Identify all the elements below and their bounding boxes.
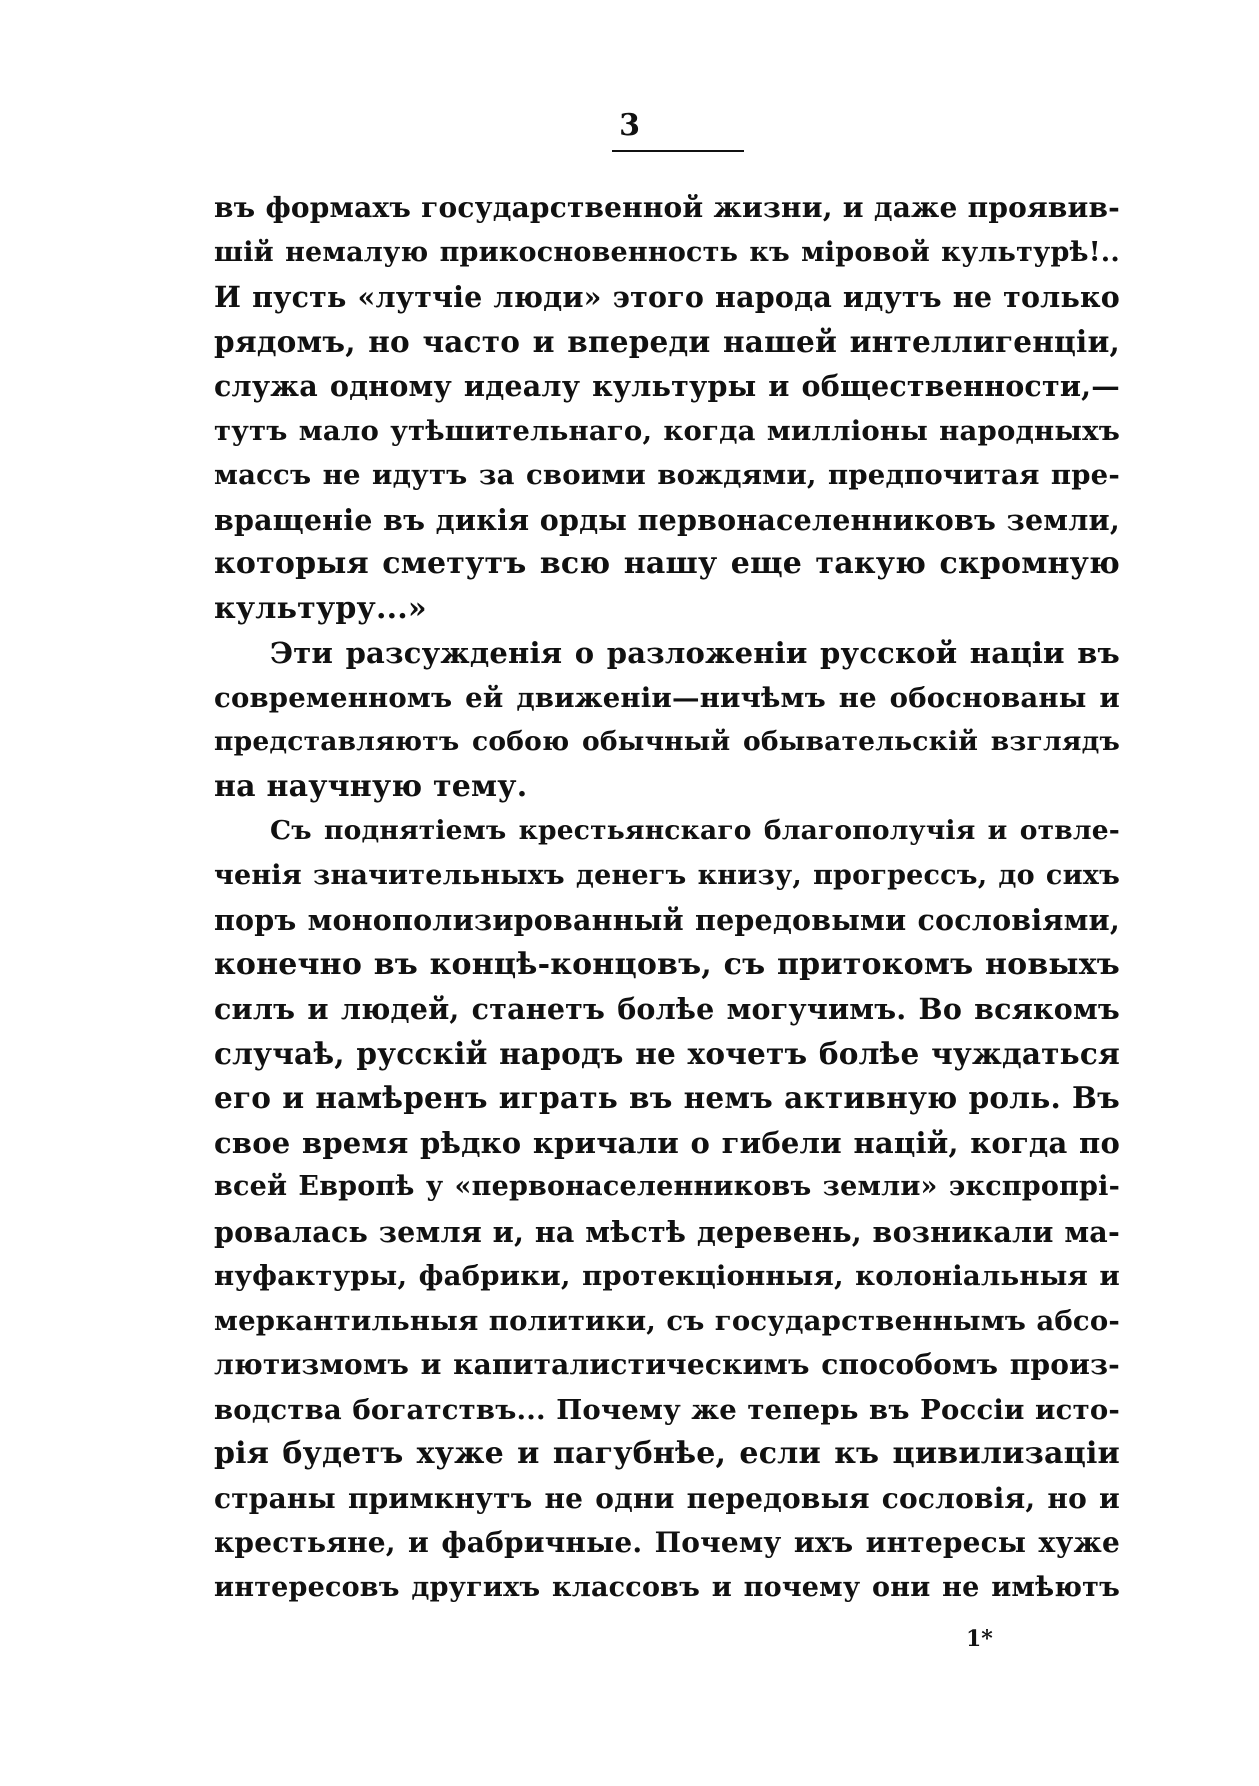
text-line: въ формахъ государственной жизни, и даже проявив- <box>214 191 1120 224</box>
paragraph <box>214 186 1120 631</box>
text-line: тутъ мало утѣшительнаго, когда милліоны народныхъ <box>214 414 1120 447</box>
text-line: современномъ ей движеніи—ничѣмъ не обоснованы и <box>214 681 1120 714</box>
text-line: служа одному идеалу культуры и общественности,— <box>214 369 1120 403</box>
paragraph <box>214 631 1120 809</box>
text-line: И пусть «лутчіе люди» этого народа идутъ не только <box>214 280 1120 314</box>
page-number: 3 <box>619 108 640 143</box>
text-line: ченія значительныхъ денегъ книзу, прогрессъ, до сихъ <box>214 859 1120 891</box>
paragraph <box>214 809 1120 1610</box>
text-line: Эти разсужденія о разложеніи русской націи въ <box>270 636 1120 670</box>
text-line: представляютъ собою обычный обывательскій взглядъ <box>214 726 1120 757</box>
text-line: рядомъ, но часто и впереди нашей интеллигенціи, <box>214 323 1120 359</box>
text-line: вращеніе въ дикія орды первонаселенниковъ земли, <box>214 502 1120 537</box>
text-line: рія будетъ хуже и пагубнѣе, если къ цивилизаціи <box>214 1436 1120 1471</box>
text-line: всей Европѣ у «первонаселенниковъ земли» экспропрі- <box>214 1171 1120 1202</box>
text-line: массъ не идутъ за своими вождями, предпочитая пре- <box>214 459 1120 491</box>
text-line: лютизмомъ и капиталистическимъ способомъ произ- <box>214 1348 1120 1381</box>
text-line: крестьяне, и фабричные. Почему ихъ интересы хуже <box>214 1526 1120 1559</box>
text-line: страны примкнутъ не одни передовыя сословія, но и <box>214 1481 1120 1515</box>
text-line: на научную тему. <box>214 768 528 804</box>
text-line: ровалась земля и, на мѣстѣ деревень, возникали ма- <box>214 1214 1120 1249</box>
text-line: поръ монополизированный передовыми сословіями, <box>214 903 1120 937</box>
text-line: меркантильныя политики, съ государственнымъ абсо- <box>214 1304 1120 1337</box>
text-line: интересовъ другихъ классовъ и почему они не имѣютъ <box>214 1571 1120 1603</box>
text-line: свое время рѣдко кричали о гибели націй, когда по <box>214 1125 1120 1160</box>
text-line: нуфактуры, фабрики, протекціонныя, колоніальныя и <box>214 1260 1120 1292</box>
text-line: силъ и людей, станетъ болѣе могучимъ. Во всякомъ <box>214 992 1120 1026</box>
text-line: его и намѣренъ играть въ немъ активную роль. Въ <box>214 1080 1120 1115</box>
header-rule <box>612 150 744 152</box>
text-line: шій немалую прикосновенность къ міровой культурѣ!.. <box>214 236 1120 268</box>
body-text <box>214 186 1120 1610</box>
text-line: случаѣ, русскій народъ не хочетъ болѣе чуждаться <box>214 1035 1120 1071</box>
text-line: конечно въ концѣ-концовъ, съ притокомъ новыхъ <box>214 946 1120 982</box>
text-line: водства богатствъ... Почему же теперь въ Россіи исто- <box>214 1393 1120 1426</box>
text-line: культуру...» <box>214 590 427 626</box>
text-line: которыя сметутъ всю нашу еще такую скромную <box>214 546 1120 581</box>
text-line: Съ поднятіемъ крестьянскаго благополучія и отвле- <box>270 815 1120 846</box>
signature-mark: 1* <box>966 1626 993 1652</box>
